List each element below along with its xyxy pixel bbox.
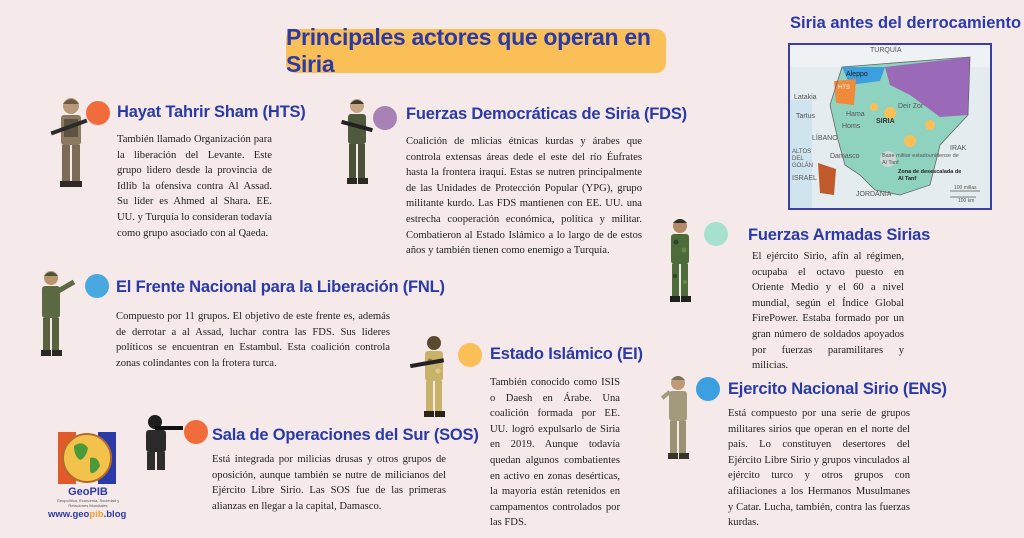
sos-description: Está integrada por milicias drusas y otros grupos de oposición, aunque también se nutre de milicianos del Ejército Libre Sirio. Las SOS fue de las primeras alianzas en llegar a la capital, Damasco. bbox=[212, 454, 446, 512]
map-label-altos: ALTOS DEL GOLÁN bbox=[792, 149, 814, 169]
map-label-irak: IRAK bbox=[950, 145, 967, 152]
hts-marker-dot bbox=[86, 101, 110, 125]
saf-heading: Fuerzas Armadas Sirias bbox=[748, 226, 931, 244]
fds-soldier-image bbox=[337, 96, 377, 192]
fds-heading: Fuerzas Democráticas de Siria (FDS) bbox=[406, 105, 687, 123]
map-label-damasco: Damasco bbox=[830, 153, 860, 160]
hts-heading: Hayat Tahrir Sham (HTS) bbox=[117, 103, 306, 121]
map-scale-miles: 100 millas bbox=[954, 185, 977, 191]
map-label-hama: Hama bbox=[846, 111, 865, 118]
map-label-deir: Deir Zor bbox=[898, 103, 924, 110]
sos-soldier-image bbox=[137, 412, 185, 474]
globe-icon bbox=[52, 428, 122, 490]
fds-description: Coalición de mlicias étnicas kurdas y árabes que controla extensas áreas dede el este del río Éufrates hasta la frontera iraquí. Estas se nutren principalmente de las Unidades de Protección Popular (YPG), grupo militante kurdo. Las FDS mantienen con EE. UU. una estrecha cooperación económica, política y militar. Combatieron al Estado Islámico a lo largo de de estos años y también tienen como enemigo a Turquía. bbox=[406, 136, 642, 257]
sos-marker-dot bbox=[184, 420, 208, 444]
ei-soldier-image bbox=[408, 333, 456, 421]
ens-description: Está compuesto por una serie de grupos militares sirios que operan en el norte del país. Lo constituyen desertores del Ejército Libre Sirio y grupos vinculados al ejército turco y otros grupos con afiliaciones a los Hermanos Musulmanes y Catar. Lucha, también, contra las fuerzas kurdas. bbox=[728, 408, 910, 529]
sos-heading: Sala de Operaciones del Sur (SOS) bbox=[212, 426, 479, 444]
map-label-tartus: Tartus bbox=[796, 113, 816, 120]
map-label-siria: SIRIA bbox=[876, 118, 895, 125]
syria-map bbox=[788, 43, 992, 210]
map-label-hts: HTS bbox=[838, 85, 850, 91]
logo-tagline: Geopolítica, Economía, Sociedad y Relaciones Mundiales bbox=[56, 498, 120, 508]
map-label-libano: LÍBANO bbox=[812, 135, 838, 142]
saf-soldier-image bbox=[660, 216, 700, 308]
ens-heading: Ejercito Nacional Sirio (ENS) bbox=[728, 380, 947, 398]
fnl-description: Compuesto por 11 grupos. El objetivo de este frente es, además de derrotar a al Assad, luchar contra las FDS. Sus lideres políticos se encuentran en Estambul. Esta coalición controla zonas colindantes con la frotera turca. bbox=[116, 311, 390, 369]
map-label-latakia: Latakia bbox=[794, 94, 817, 101]
ens-marker-dot bbox=[696, 377, 720, 401]
map-label-zona: Zona de desescalada de Al Tanf bbox=[898, 169, 962, 182]
page-title: Principales actores que operan en Siria bbox=[286, 24, 651, 77]
saf-description: El ejército Sirio, afín al régimen, ocupaba el octavo puesto en Oriente Medio y el 60 a nivel mundial, según el Índice Global FirePower. Estaba formado por un gran número de soldados apoyados por fuerzas paramilitares y milicias. bbox=[752, 251, 904, 372]
geopib-logo bbox=[48, 428, 127, 532]
fnl-marker-dot bbox=[85, 274, 109, 298]
map-label-homs: Homs bbox=[842, 123, 861, 130]
map-label-aleppo: Aleppo bbox=[846, 71, 868, 78]
ei-heading: Estado Islámico (EI) bbox=[490, 345, 643, 363]
ei-description: También conocido como ISIS o Daesh en Árabe. Una coalición formada por EE. UU. logró expulsarlo de Siria en 2019. Aunque todavía quedan algunos combatientes en activo en zonas desérticas, la mayoría están retenidos en campamentos controlados por las FDS. bbox=[490, 377, 620, 529]
map-label-israel: ISRAEL bbox=[792, 175, 817, 182]
map-label-jordania: JORDANIA bbox=[856, 191, 892, 198]
map-title: Siria antes del derrocamiento bbox=[790, 14, 1022, 32]
ei-marker-dot bbox=[458, 343, 482, 367]
map-label-base: Base militar estadounidense de Al Tanf bbox=[882, 153, 959, 166]
saf-marker-dot bbox=[704, 222, 728, 246]
map-scale-km: 100 km bbox=[958, 198, 975, 204]
logo-name: GeoPIB bbox=[68, 486, 108, 498]
ens-soldier-image bbox=[660, 373, 696, 465]
map-label-turquia: TURQUÍA bbox=[870, 47, 902, 54]
fds-marker-dot bbox=[373, 106, 397, 130]
hts-description: También llamado Organización para la liberación del Levante. Este grupo lidero desde la provincia de Idlib la ofensiva contra Al Assad. Su líder es Ahmed al Shara. EE. UU. y Turquía lo consideran todavía como grupo asociado con al Qaeda. bbox=[117, 134, 272, 239]
logo-url[interactable]: www.geopib.blog bbox=[48, 509, 127, 520]
fnl-heading: El Frente Nacional para la Liberación (FNL) bbox=[116, 278, 445, 296]
syria-map-graphic bbox=[790, 45, 990, 208]
fnl-soldier-image bbox=[31, 268, 81, 362]
page-title-box bbox=[286, 24, 666, 77]
